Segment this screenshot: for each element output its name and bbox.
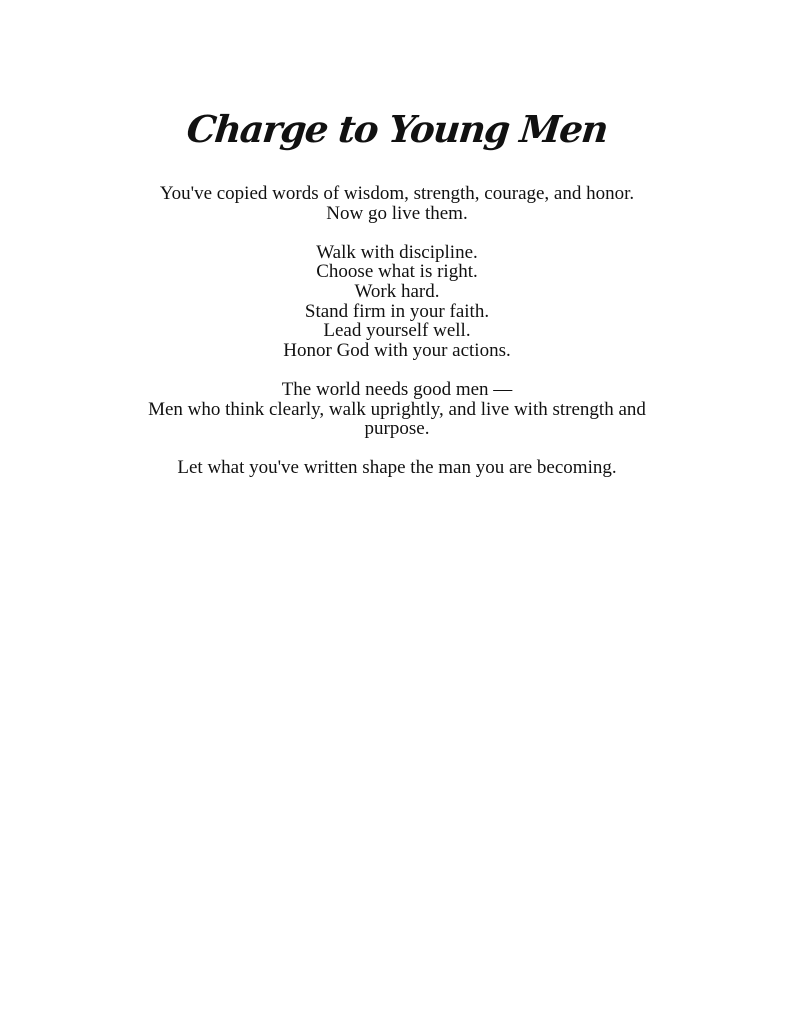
text-line: Honor God with your actions. xyxy=(283,339,511,361)
text-line: Walk with discipline. xyxy=(316,241,478,263)
text-line: You've copied words of wisdom, strength, courage, and honor. xyxy=(159,183,635,204)
text-line: Stand firm in your faith. xyxy=(304,300,490,322)
body-text xyxy=(110,184,684,498)
text-line: Work hard. xyxy=(354,280,440,302)
text-line: Now go live them. xyxy=(326,202,468,224)
text-line: Let what you've written shape the man you are becoming. xyxy=(177,457,617,479)
text-line: Lead yourself well. xyxy=(323,320,471,342)
paragraph-closing xyxy=(110,458,684,478)
text-line: Men who think clearly, walk uprightly, and live with strength and xyxy=(148,398,646,420)
paragraph-world xyxy=(110,380,684,439)
text-line: The world needs good men — xyxy=(281,378,513,400)
page-title: Charge to Young Men xyxy=(184,107,610,151)
paragraph-charges xyxy=(110,243,684,361)
paragraph-intro xyxy=(110,184,684,223)
text-line: Choose what is right. xyxy=(316,261,478,283)
text-line: purpose. xyxy=(364,418,430,440)
